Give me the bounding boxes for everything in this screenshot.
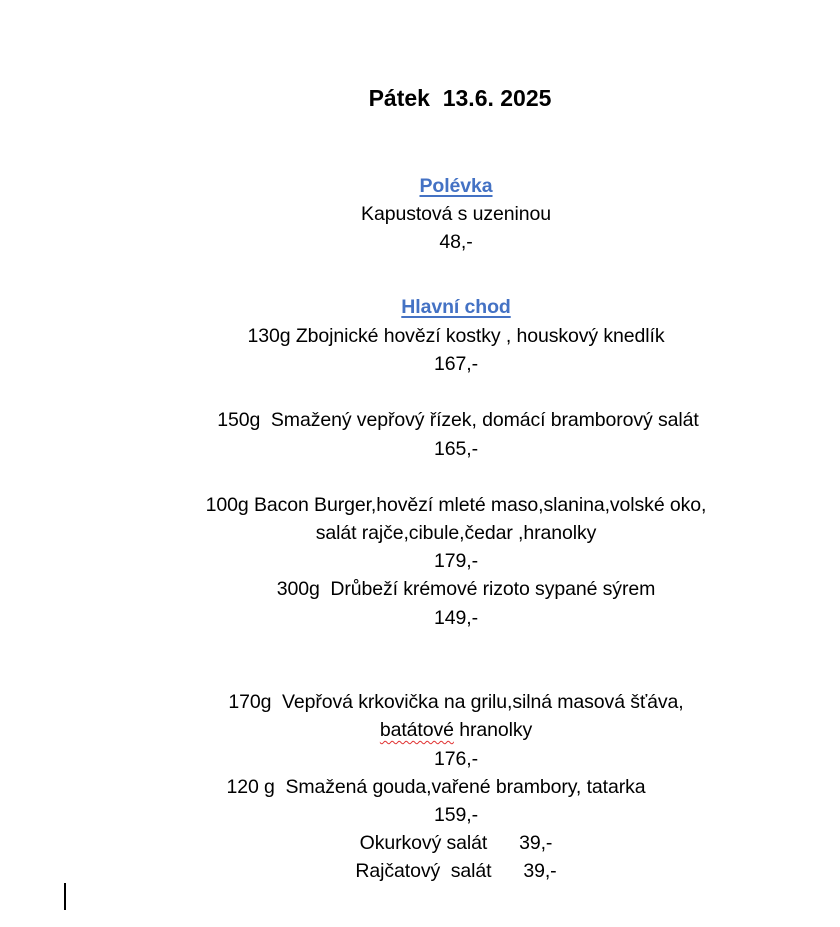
main-item-name: 130g Zbojnické hovězí kostky , houskový knedlík	[247, 325, 665, 347]
main-item-name: 300g Drůbeží krémové rizoto sypané sýrem	[276, 578, 656, 600]
main-item-price: 176,-	[434, 748, 478, 770]
main-item-name: 150g Smažený vepřový řízek, domácí bramborový salát	[217, 409, 699, 431]
main-item-price: 167,-	[434, 353, 478, 375]
text-cursor	[64, 883, 66, 910]
main-item-name: 170g Vepřová krkovička na grilu,silná masová šťáva,	[228, 691, 684, 713]
main-item-price: 165,-	[434, 438, 478, 460]
soup-price: 48,-	[439, 231, 473, 253]
main-item-name-rest: hranolky	[453, 719, 533, 741]
main-course-heading: Hlavní chod	[401, 296, 511, 318]
main-item-price: 179,-	[434, 550, 478, 572]
soup-name: Kapustová s uzeninou	[361, 203, 551, 225]
salad-item: Okurkový salát 39,-	[359, 832, 553, 854]
main-item-price: 159,-	[434, 804, 478, 826]
main-item-name: 120 g Smažená gouda,vařené brambory, tatarka	[226, 776, 646, 798]
salad-item: Rajčatový salát 39,-	[355, 860, 557, 882]
main-item-price: 149,-	[434, 607, 478, 629]
main-item-name-continued	[380, 718, 532, 742]
main-item-name-continued: salát rajče,cibule,čedar ,hranolky	[315, 522, 597, 544]
page-title: Pátek 13.6. 2025	[368, 85, 552, 111]
spelling-flagged-word[interactable]: batátové	[379, 719, 454, 741]
soup-heading: Polévka	[419, 175, 493, 197]
main-item-name: 100g Bacon Burger,hovězí mleté maso,slanina,volské oko,	[205, 494, 707, 516]
